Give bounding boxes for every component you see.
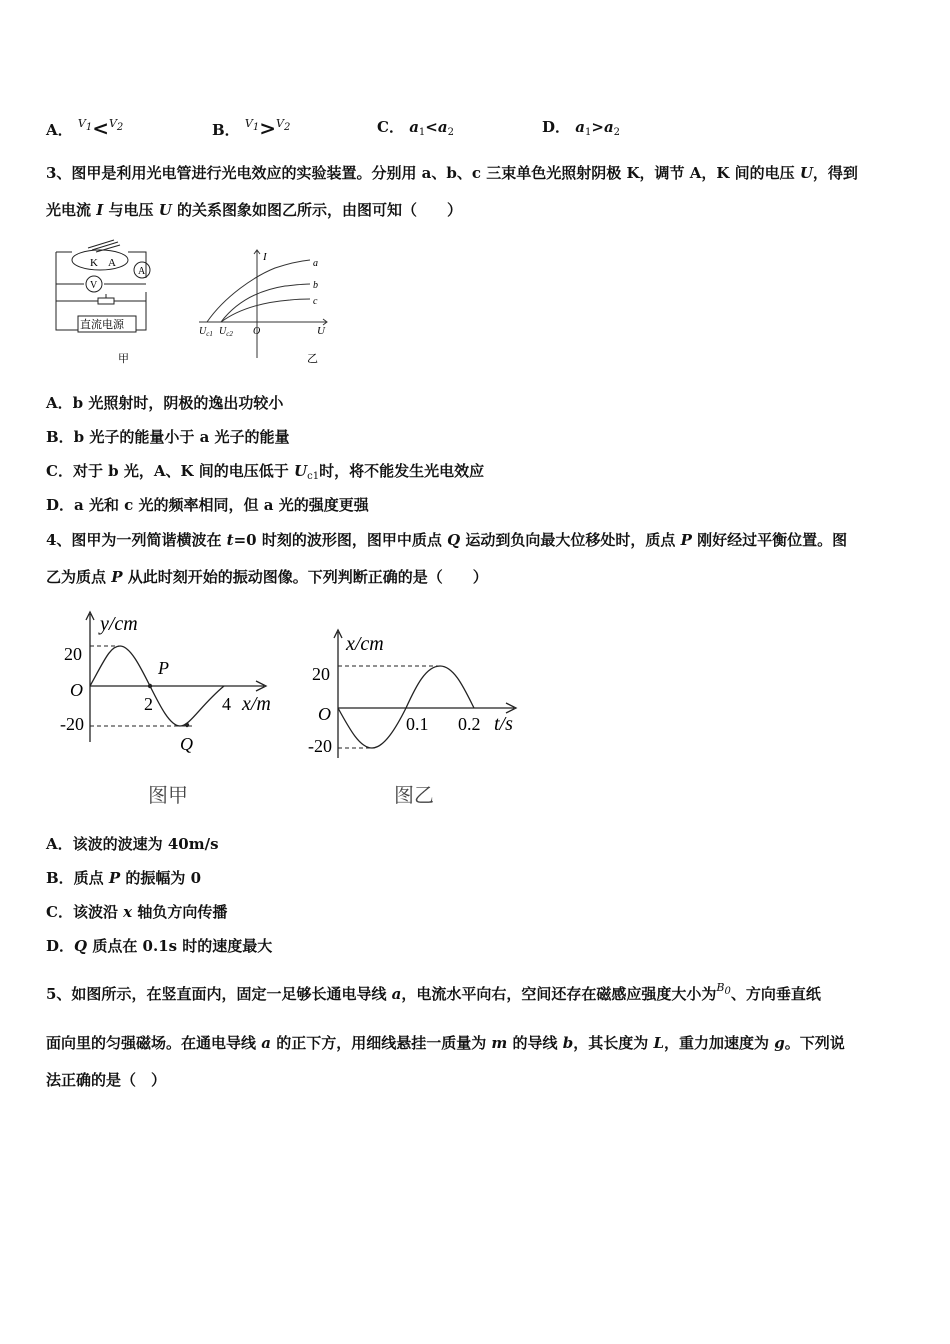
q3-label-a-tube: A <box>108 257 116 269</box>
q3-origin: O <box>253 326 261 337</box>
q2-v1: V1 <box>77 117 93 133</box>
q3-caption-yi: 乙 <box>307 353 318 365</box>
q4-point-q: Q <box>180 734 193 754</box>
q2-a2-d: a <box>603 118 614 136</box>
q4-yi-t01: 0.1 <box>406 714 429 734</box>
q3-option-a[interactable]: A．b 光照射时，阴极的逸出功较小 <box>46 394 284 412</box>
q3-uc2: $U_{c2}$ <box>219 326 233 338</box>
q3-option-c[interactable]: C．对于 b 光，A、K 间的电压低于 $U_{c1}$时，将不能发生光电效应 <box>46 462 485 482</box>
q4-jia-ym20: -20 <box>60 714 84 734</box>
q3-uc1: $U_{c1}$ <box>199 326 213 338</box>
q3-source: 直流电源 <box>80 319 124 331</box>
q3-stem-line2: 光电流 I 与电压 U 的关系图象如图乙所示，由图可知（ ） <box>46 201 463 219</box>
q2-option-c[interactable]: C． $a_1<a_2$ <box>377 118 454 138</box>
q4-jia-y20: 20 <box>64 644 82 664</box>
q4-vibration-figure <box>306 626 522 810</box>
q4-stem-line1: 4、图甲为一列简谐横波在 t=0 时刻的波形图，图甲中质点 Q 运动到负向最大位移处时，质点 P 刚好经过平衡位置。图 <box>46 531 848 549</box>
q2-option-d[interactable]: D． $a_1>a_2$ <box>542 118 621 138</box>
q2-option-a[interactable] <box>46 116 123 141</box>
q4-caption-jia: 图甲 <box>148 785 188 807</box>
q5-stem-line3: 法正确的是（ ） <box>46 1071 167 1089</box>
q2-a1: a <box>409 118 419 136</box>
q4-yi-ylabel: x/cm <box>346 633 384 655</box>
q4-yi-ym20: -20 <box>308 736 332 756</box>
q3-axis-i: I <box>263 251 267 263</box>
q4-jia-origin: O <box>70 680 83 700</box>
q3-curve-a: a <box>313 258 318 269</box>
q3-axis-u: U <box>317 325 325 337</box>
q3-iu-figure <box>195 246 335 368</box>
q3-caption-jia: 甲 <box>118 353 129 365</box>
q4-jia-xlabel: x/m <box>242 693 271 715</box>
q2-option-c-letter: C． <box>377 118 404 136</box>
q2-option-b[interactable] <box>212 116 290 141</box>
q2-lt: < <box>92 116 109 140</box>
q4-yi-y20: 20 <box>312 664 330 684</box>
q4-yi-origin: O <box>318 704 331 724</box>
q4-wave-figure <box>52 606 284 810</box>
q2-option-d-letter: D． <box>542 118 571 136</box>
q3-circuit-figure <box>50 238 165 368</box>
q4-option-c[interactable]: C．该波沿 x 轴负方向传播 <box>46 903 228 921</box>
q2-gt-d: > <box>591 118 604 136</box>
q3-curve-c: c <box>313 296 318 307</box>
q4-jia-ylabel: y/cm <box>100 613 138 635</box>
q4-yi-xlabel: t/s <box>494 713 513 735</box>
q2-a1-d: a <box>575 118 585 136</box>
q2-v2b: V2 <box>276 117 291 133</box>
q3-stem-line1: 3、图甲是利用光电管进行光电效应的实验装置。分别用 a、b、c 三束单色光照射阴极 K，调节 A，K 间的电压 U，得到 <box>46 164 858 182</box>
q2-gt: > <box>259 116 277 140</box>
q4-option-b[interactable]: B．质点 P 的振幅为 0 <box>46 869 202 887</box>
q2-v1b: V1 <box>244 117 260 133</box>
q3-voltmeter: V <box>90 280 98 291</box>
q4-yi-t02: 0.2 <box>458 714 481 734</box>
q4-jia-x2: 2 <box>144 694 153 714</box>
q4-stem-line2: 乙为质点 P 从此时刻开始的振动图像。下列判断正确的是（ ） <box>46 568 488 586</box>
q2-v2: V2 <box>108 117 124 133</box>
q2-option-a-letter: A． <box>46 121 73 139</box>
q4-jia-x4: 4 <box>222 694 231 714</box>
q3-curve-b: b <box>313 280 318 291</box>
q4-point-p: P <box>158 658 169 678</box>
q3-label-k: K <box>90 257 98 269</box>
q4-option-a[interactable]: A．该波的波速为 40m/s <box>46 835 219 853</box>
q4-option-d[interactable]: D．Q 质点在 0.1s 时的速度最大 <box>46 937 273 955</box>
q3-option-d[interactable]: D．a 光和 c 光的频率相同，但 a 光的强度更强 <box>46 496 369 514</box>
q3-ammeter: A <box>138 266 146 277</box>
q3-option-b[interactable]: B．b 光子的能量小于 a 光子的能量 <box>46 428 290 446</box>
q2-a2: a <box>437 118 448 136</box>
q2-option-b-letter: B． <box>212 121 240 139</box>
q4-caption-yi: 图乙 <box>394 785 434 807</box>
q5-stem-line2: 面向里的匀强磁场。在通电导线 a 的正下方，用细线悬挂一质量为 m 的导线 b，其长度为 L，重力加速度为 g。下列说 <box>46 1034 845 1052</box>
q5-stem-line1: 5、如图所示，在竖直面内，固定一足够长通电导线 a，电流水平向右，空间还存在磁感应强度大小为$^{B_0}$、方向垂直纸 <box>46 981 821 1003</box>
q2-lt-c: < <box>425 118 438 136</box>
